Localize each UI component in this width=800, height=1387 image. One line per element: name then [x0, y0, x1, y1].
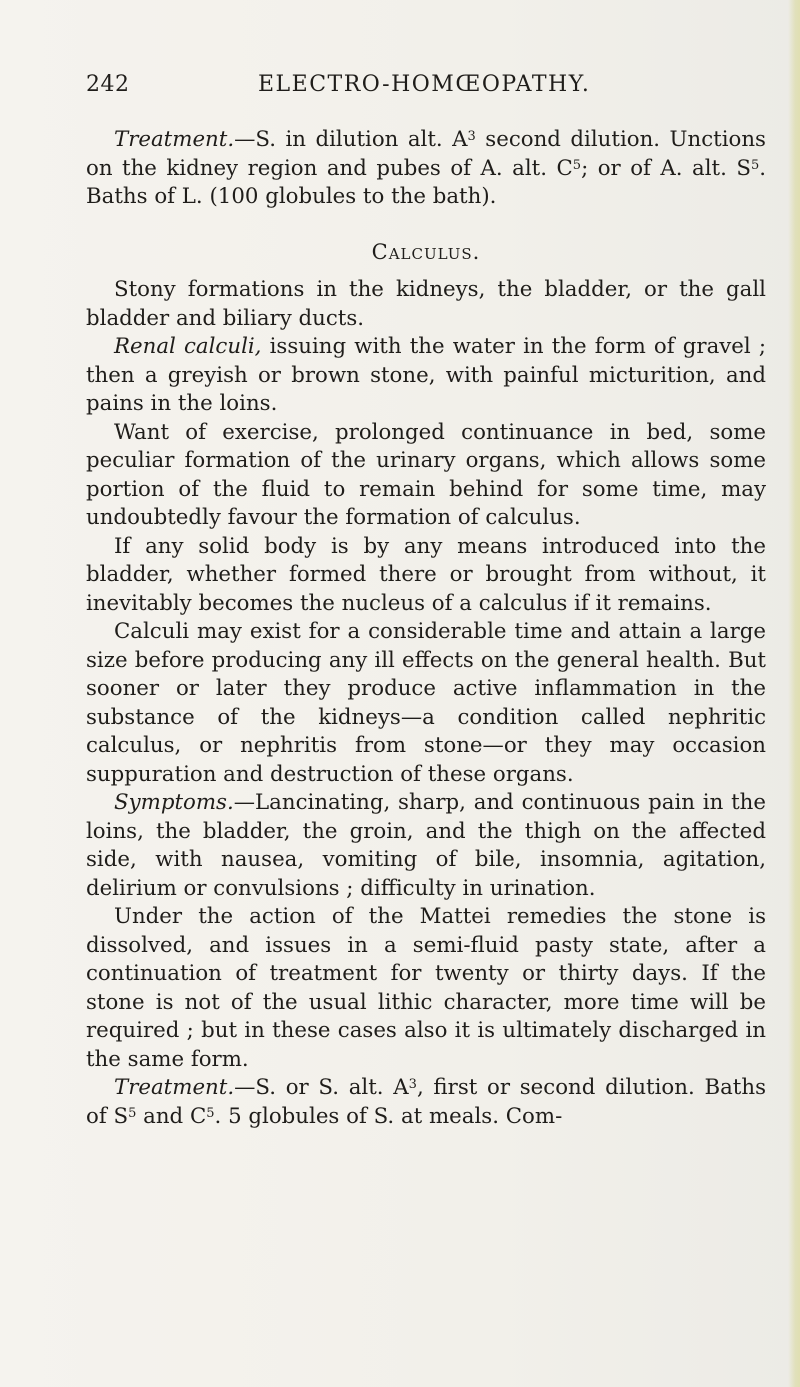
treatment-label-2: Treatment. — [114, 1075, 235, 1100]
treatment-paragraph-1: Treatment.—S. in dilution alt. $A^3$ second dilution. Unctions on the kidney region and pubes of A. alt. $C^5$; or of A. alt. $S^5$. Baths of L. (100 globules to the bath). — [86, 127, 766, 209]
remedies-paragraph: Under the action of the Mattei remedies the stone is dissolved, and issues in a semi-fluid pasty state, after a continuation of treatment for twenty or thirty days. If the stone is not of the usual lithic character, more time will be required ; but in these cases also it is ultimately discharged in the same form. — [86, 904, 766, 1072]
causes-paragraph: Want of exercise, prolonged continuance in bed, some peculiar formation of the urinary organs, which allows some portion of the fluid to remain behind for some time, may undoubtedly favour the formation of calculus. — [86, 419, 766, 530]
definition-paragraph: Stony formations in the kidneys, the bladder, or the gall bladder and biliary ducts. — [86, 277, 766, 331]
treatment-paragraph-2: Treatment.—S. or S. alt. $A^3$, first or second dilution. Baths of $S^5$ and $C^5$. 5 globules of S. at meals. Com- — [86, 1075, 766, 1129]
nucleus-paragraph: If any solid body is by any means introduced into the bladder, whether formed there or brought from without, it inevitably becomes the nucleus of a calculus if it remains. — [86, 533, 766, 616]
renal-calculi-label: Renal calculi, — [114, 334, 262, 359]
page-number: 242 — [86, 72, 130, 97]
symptoms-label: Symptoms. — [114, 790, 234, 815]
effects-paragraph: Calculi may exist for a considerable time and attain a large size before producing any ill effects on the general health. But sooner or later they produce active inflammation in the substance of the kidneys—a condition called nephritic calculus, or nephritis from stone—or they may occasion suppuration and destruction of these organs. — [86, 619, 766, 787]
symptoms-paragraph: Symptoms.—Lancinating, sharp, and continuous pain in the loins, the bladder, the groin, and the thigh on the affected side, with nausea, vomiting of bile, insomnia, agitation, delirium or convulsions ; difficulty in urination. — [86, 790, 766, 901]
page-header — [86, 72, 686, 112]
running-head: ELECTRO-HOMŒOPATHY. — [258, 72, 591, 97]
body-text — [86, 126, 766, 1131]
page-edge — [788, 0, 800, 1387]
section-heading: Calculus. — [371, 239, 481, 264]
renal-calculi-paragraph: Renal calculi, issuing with the water in the form of gravel ; then a greyish or brown stone, with painful micturition, and pains in the loins. — [86, 334, 767, 416]
treatment-label: Treatment. — [114, 127, 235, 152]
